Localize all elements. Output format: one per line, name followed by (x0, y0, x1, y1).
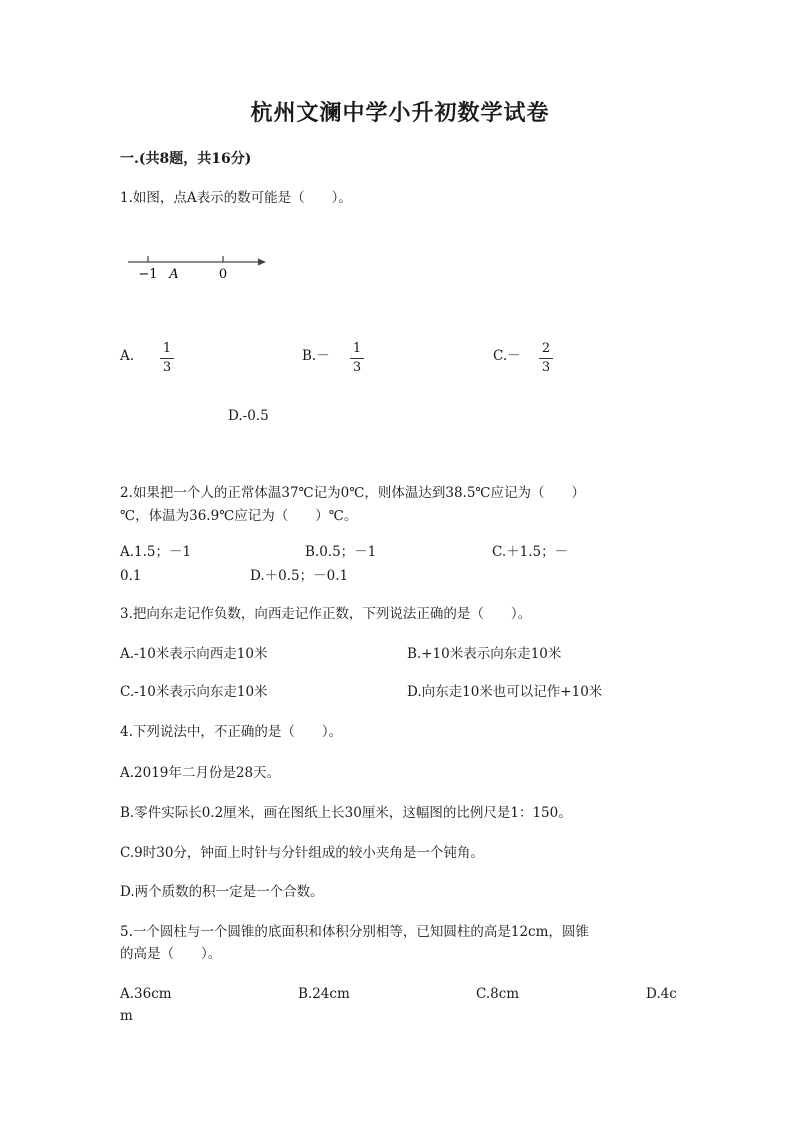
fraction-bar (350, 358, 364, 359)
fraction-numerator: 2 (541, 341, 551, 356)
q2-option-a: A.1.5；－1 (120, 544, 192, 560)
section-heading: 一.(共8题，共16分) (120, 151, 252, 167)
q1-stem: 1.如图，点A表示的数可能是（ ）。 (120, 190, 352, 206)
q1-option-c-label: C.－ (493, 348, 521, 364)
q3-option-d: D.向东走10米也可以记作+10米 (407, 684, 603, 700)
q5-option-b: B.24cm (298, 986, 350, 1002)
q4-option-b: B.零件实际长0.2厘米，画在图纸上长30厘米，这幅图的比例尺是1：150。 (120, 805, 572, 821)
q3-option-c: C.-10米表示向东走10米 (120, 684, 268, 700)
fraction-bar (160, 358, 174, 359)
q2-stem-line2: ℃，体温为36.9℃应记为（ ）℃。 (120, 508, 358, 524)
q1-option-b-fraction (347, 341, 367, 376)
fraction-denominator: 3 (541, 360, 551, 375)
fraction-bar (539, 358, 553, 359)
q5-option-d: D.4c (646, 986, 677, 1002)
q5-stem-line2: 的高是（ ）。 (120, 946, 222, 962)
q5-option-c: C.8cm (476, 986, 520, 1002)
number-line-arrow (258, 259, 266, 266)
fraction-denominator: 3 (352, 360, 362, 375)
q4-option-d: D.两个质数的积一定是一个合数。 (120, 884, 324, 900)
tick-label-zero: 0 (218, 267, 228, 282)
tick-label-minus-one: −1 (138, 267, 158, 282)
q3-option-a: A.-10米表示向西走10米 (120, 646, 268, 662)
fraction-numerator: 1 (352, 341, 362, 356)
point-label-a: A (169, 267, 179, 282)
q4-option-a: A.2019年二月份是28天。 (120, 765, 281, 781)
q4-stem: 4.下列说法中，不正确的是（ ）。 (120, 724, 343, 740)
q1-option-a-fraction (157, 341, 177, 376)
number-line-figure (120, 248, 280, 288)
q2-option-d: D.＋0.5；－0.1 (250, 568, 349, 584)
q1-option-b-label: B.－ (302, 348, 330, 364)
fraction-numerator: 1 (162, 341, 172, 356)
page-title: 杭州文澜中学小升初数学试卷 (250, 100, 550, 126)
fraction-denominator: 3 (162, 360, 172, 375)
q2-option-c-continued: 0.1 (120, 568, 142, 584)
q4-option-c: C.9时30分，钟面上时针与分针组成的较小夹角是一个钝角。 (120, 845, 484, 861)
q2-option-c: C.＋1.5；－ (492, 544, 569, 560)
q3-stem: 3.把向东走记作负数，向西走记作正数，下列说法正确的是（ ）。 (120, 606, 532, 622)
q5-option-a: A.36cm (120, 986, 172, 1002)
q2-option-b: B.0.5；－1 (305, 544, 377, 560)
q5-option-d-continued: m (120, 1008, 133, 1024)
q1-option-d: D.-0.5 (228, 408, 269, 424)
q2-stem-line1: 2.如果把一个人的正常体温37℃记为0℃，则体温达到38.5℃应记为（ ） (120, 485, 586, 501)
q5-stem-line1: 5.一个圆柱与一个圆锥的底面积和体积分别相等，已知圆柱的高是12cm，圆锥 (120, 924, 589, 940)
q3-option-b: B.+10米表示向东走10米 (407, 646, 562, 662)
q1-option-a-label: A. (120, 348, 135, 364)
q1-option-c-fraction (536, 341, 556, 376)
